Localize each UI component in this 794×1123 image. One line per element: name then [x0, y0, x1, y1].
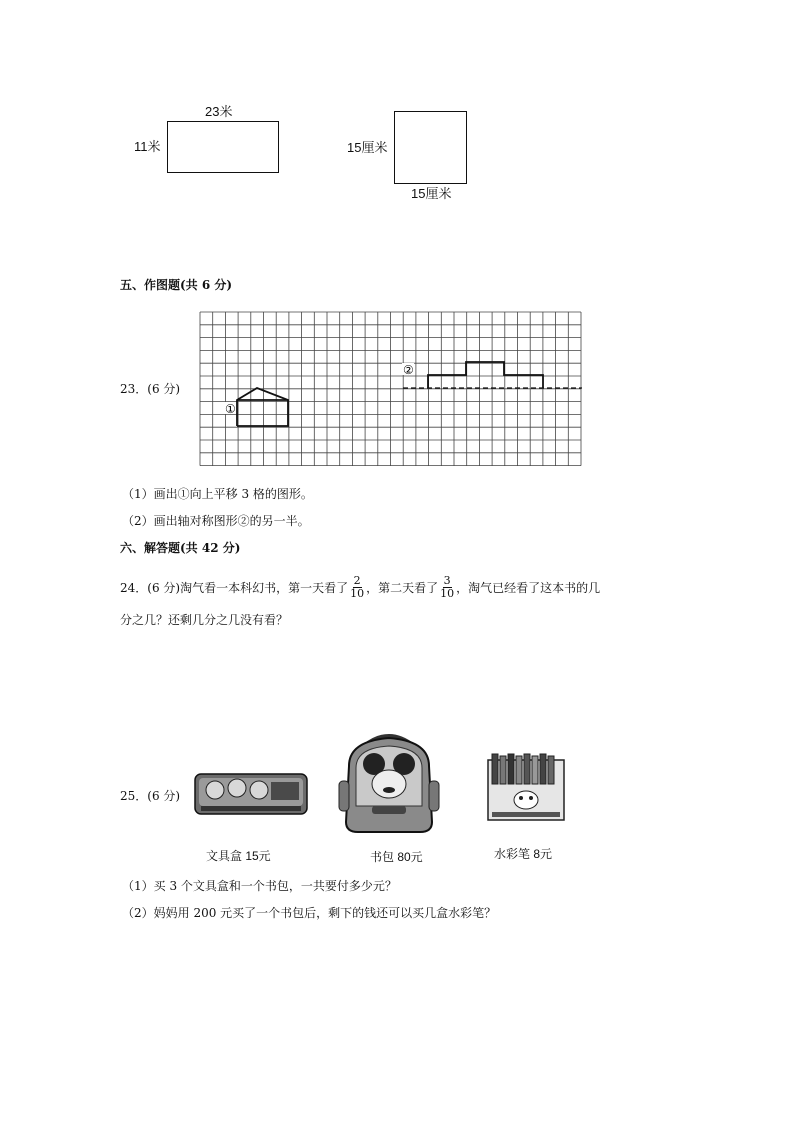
shape1-marker: ① [225, 402, 236, 416]
pencil-box-photo-icon [193, 770, 310, 818]
q24-frac2-num: 3 [443, 574, 451, 587]
q23-part2: （2）画出轴对称图形②的另一半。 [122, 514, 310, 528]
section6-title: 六、解答题(共 42 分) [120, 541, 241, 555]
watercolor-pens-photo-icon [484, 752, 568, 824]
q23-part1: （1）画出①向上平移 3 格的图形。 [122, 487, 313, 501]
rectangle-figure [167, 121, 279, 173]
q25-part2: （2）妈妈用 200 元买了一个书包后，剩下的钱还可以买几盒水彩笔？ [122, 906, 497, 920]
square-figure [394, 111, 467, 184]
shape2-half [428, 362, 543, 388]
drawing-grid[interactable] [199, 311, 584, 468]
q25-label: 25．(6 分) [120, 789, 181, 803]
q24-frac2-den: 10 [440, 587, 455, 600]
shape1-house [237, 388, 288, 426]
q24-frac1-den: 10 [350, 587, 365, 600]
q24-text-b: ，第二天看了 [366, 580, 439, 595]
q24-fraction-1 [350, 575, 364, 600]
q23-label: 23．(6 分) [120, 382, 181, 396]
q24-label: 24．(6 分) [120, 580, 181, 595]
backpack-caption: 书包 80元 [370, 850, 423, 864]
backpack-photo-icon [334, 726, 444, 836]
watercolor-pens-caption: 水彩笔 8元 [494, 847, 553, 861]
shape2-marker: ② [403, 363, 414, 377]
rectangle-height-label: 11米 [134, 139, 161, 154]
square-width-label: 15厘米 [411, 186, 452, 201]
q24-frac1-num: 2 [353, 574, 361, 587]
q24-fraction-2 [440, 575, 454, 600]
section5-title: 五、作图题(共 6 分) [120, 278, 233, 292]
square-height-label: 15厘米 [347, 140, 388, 155]
q24-line2: 分之几？还剩几分之几没有看？ [120, 613, 289, 627]
rectangle-width-label: 23米 [205, 104, 233, 119]
q24-text-a: 淘气看一本科幻书，第一天看了 [180, 580, 349, 595]
pencil-box-caption: 文具盒 15元 [206, 849, 271, 863]
q24-text-c: ，淘气已经看了这本书的几 [456, 580, 601, 595]
q25-part1: （1）买 3 个文具盒和一个书包，一共要付多少元？ [122, 879, 397, 893]
q24-line1 [120, 575, 600, 600]
